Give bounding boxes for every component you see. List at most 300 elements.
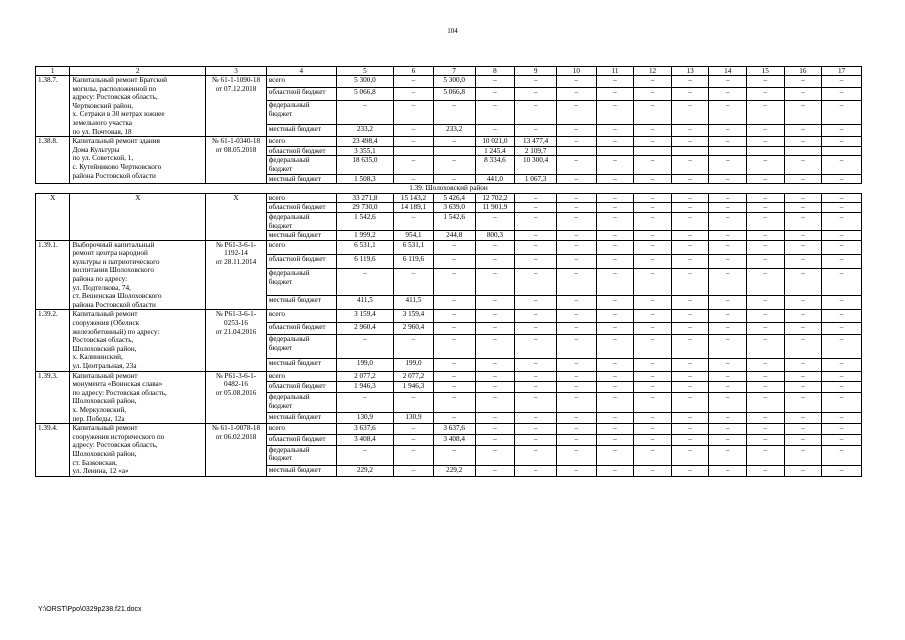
amount-cell xyxy=(557,146,597,156)
amount-cell: – xyxy=(784,137,822,147)
object-name-line: Шолоховский район, xyxy=(72,449,137,458)
funding-source: всего xyxy=(266,76,336,88)
page-number: 104 xyxy=(447,27,458,35)
amount-cell: – xyxy=(822,174,862,184)
amount-cell: – xyxy=(747,322,785,334)
object-name-line: Капитальный ремонт xyxy=(72,310,138,319)
amount-cell: 1 245,4 xyxy=(475,146,515,156)
amount-cell: – xyxy=(596,310,634,322)
object-name-line: района Ростовской области xyxy=(72,300,156,309)
amount-cell: – xyxy=(394,174,434,184)
amount-cell: – xyxy=(634,193,672,203)
amount-cell: – xyxy=(709,424,747,435)
amount-cell: – xyxy=(822,296,862,310)
amount-cell: 1 542,6 xyxy=(433,212,475,230)
amount-cell: – xyxy=(515,393,557,413)
amount-cell: – xyxy=(747,231,785,241)
amount-cell: – xyxy=(822,322,862,334)
amount-cell: – xyxy=(557,156,597,174)
amount-cell: – xyxy=(557,465,597,476)
column-number-header: 12 xyxy=(634,67,672,76)
amount-cell: – xyxy=(433,382,475,393)
funding-source: всего xyxy=(266,310,336,322)
column-number-header: 14 xyxy=(709,67,747,76)
amount-cell: – xyxy=(596,465,634,476)
table-row xyxy=(36,240,862,254)
amount-cell: – xyxy=(394,465,434,476)
amount-cell: – xyxy=(709,445,747,465)
amount-cell: – xyxy=(822,137,862,147)
funding-source: всего xyxy=(266,371,336,382)
amount-cell: – xyxy=(596,240,634,254)
amount-cell: 2 109,7 xyxy=(515,146,557,156)
object-name-line: района по адресу: xyxy=(72,275,128,284)
amount-cell: – xyxy=(634,269,672,296)
object-name-line: железобетонный) по адресу: xyxy=(72,327,160,336)
amount-cell xyxy=(596,146,634,156)
column-number-header: 13 xyxy=(671,67,709,76)
amount-cell: – xyxy=(596,76,634,88)
amount-cell: – xyxy=(596,203,634,213)
amount-cell: – xyxy=(475,124,515,137)
amount-cell: – xyxy=(822,76,862,88)
object-name-line: Чертковский район, xyxy=(72,101,134,110)
amount-cell: – xyxy=(634,322,672,334)
table-row xyxy=(36,310,862,322)
amount-cell: – xyxy=(671,203,709,213)
amount-cell: – xyxy=(433,296,475,310)
amount-cell: – xyxy=(747,413,785,424)
amount-cell: 18 635,0 xyxy=(336,156,393,174)
column-number-header: 17 xyxy=(822,67,862,76)
amount-cell: 130,9 xyxy=(394,413,434,424)
amount-cell: – xyxy=(822,445,862,465)
amount-cell: – xyxy=(596,296,634,310)
expertise-document xyxy=(206,76,267,137)
amount-cell: 5 426,4 xyxy=(433,193,475,203)
amount-cell: – xyxy=(747,465,785,476)
expertise-document-line: № Р61-3-6-1- xyxy=(215,240,257,249)
amount-cell: – xyxy=(596,193,634,203)
table-row xyxy=(36,76,862,88)
amount-cell: – xyxy=(433,254,475,268)
amount-cell: – xyxy=(634,156,672,174)
amount-cell: 29 730,0 xyxy=(336,203,393,213)
amount-cell: – xyxy=(822,240,862,254)
expertise-document xyxy=(206,240,267,310)
amount-cell: – xyxy=(634,465,672,476)
amount-cell: – xyxy=(336,335,393,359)
amount-cell: – xyxy=(596,88,634,100)
amount-cell: – xyxy=(747,124,785,137)
amount-cell: – xyxy=(634,310,672,322)
amount-cell: – xyxy=(671,174,709,184)
amount-cell xyxy=(709,146,747,156)
footer-file-path: Y:\ORST\Ppo\0329p238.f21.docx xyxy=(38,606,142,613)
amount-cell: 10 021,0 xyxy=(475,137,515,147)
amount-cell: – xyxy=(557,434,597,445)
amount-cell: – xyxy=(709,359,747,372)
amount-cell: – xyxy=(784,434,822,445)
amount-cell: – xyxy=(394,156,434,174)
amount-cell: – xyxy=(515,434,557,445)
amount-cell: 6 531,1 xyxy=(394,240,434,254)
amount-cell: 15 143,2 xyxy=(394,193,434,203)
amount-cell: 1 508,3 xyxy=(336,174,393,184)
amount-cell: – xyxy=(709,137,747,147)
amount-cell: – xyxy=(747,100,785,124)
x-mark: Х xyxy=(233,193,239,202)
amount-cell: – xyxy=(515,371,557,382)
object-name-line: х. Меркуловский, xyxy=(72,405,127,414)
amount-cell: – xyxy=(394,100,434,124)
funding-source: областной бюджет xyxy=(266,203,336,213)
expertise-document-line: от 07.12.2018 xyxy=(215,84,257,93)
amount-cell: – xyxy=(784,124,822,137)
amount-cell: – xyxy=(433,269,475,296)
amount-cell: – xyxy=(515,203,557,213)
amount-cell: – xyxy=(709,156,747,174)
amount-cell: – xyxy=(475,269,515,296)
amount-cell: – xyxy=(671,212,709,230)
amount-cell: – xyxy=(596,393,634,413)
amount-cell: 14 189,1 xyxy=(394,203,434,213)
amount-cell: – xyxy=(557,76,597,88)
amount-cell: – xyxy=(634,413,672,424)
amount-cell: – xyxy=(634,124,672,137)
amount-cell: – xyxy=(433,359,475,372)
amount-cell: – xyxy=(709,310,747,322)
amount-cell: – xyxy=(596,322,634,334)
amount-cell: – xyxy=(747,269,785,296)
funding-source: всего xyxy=(266,240,336,254)
amount-cell: – xyxy=(671,413,709,424)
object-name-line: по ул. Почтовая, 18 xyxy=(72,127,132,136)
funding-source: областной бюджет xyxy=(266,146,336,156)
amount-cell: – xyxy=(671,335,709,359)
amount-cell: – xyxy=(433,310,475,322)
amount-cell: 11 901,9 xyxy=(475,203,515,213)
amount-cell: – xyxy=(515,322,557,334)
amount-cell: – xyxy=(671,424,709,435)
amount-cell xyxy=(784,146,822,156)
object-name-line: адресу: Ростовская область, xyxy=(72,93,158,102)
amount-cell: – xyxy=(747,424,785,435)
expertise-document-line: 1192-14 xyxy=(224,249,248,258)
amount-cell: 23 498,4 xyxy=(336,137,393,147)
funding-source: областной бюджет xyxy=(266,254,336,268)
amount-cell: 2 960,4 xyxy=(336,322,393,334)
amount-cell: – xyxy=(671,371,709,382)
amount-cell: 1 542,6 xyxy=(336,212,393,230)
amount-cell: – xyxy=(433,322,475,334)
amount-cell: – xyxy=(671,88,709,100)
amount-cell: – xyxy=(515,335,557,359)
column-number-header: 2 xyxy=(70,67,206,76)
amount-cell: 5 066,8 xyxy=(336,88,393,100)
amount-cell: – xyxy=(596,231,634,241)
amount-cell: – xyxy=(475,445,515,465)
amount-cell: – xyxy=(475,434,515,445)
object-name-line: сооружения исторического по xyxy=(72,432,165,441)
funding-source: областной бюджет xyxy=(266,382,336,393)
amount-cell: – xyxy=(557,269,597,296)
amount-cell: – xyxy=(784,322,822,334)
section-title-row xyxy=(36,184,862,194)
column-number-header: 8 xyxy=(475,67,515,76)
amount-cell: – xyxy=(475,254,515,268)
funding-source: местный бюджет xyxy=(266,231,336,241)
amount-cell: – xyxy=(433,240,475,254)
amount-cell: – xyxy=(671,76,709,88)
expertise-document-line: 0253-16 xyxy=(224,319,248,328)
amount-cell: 1 946,3 xyxy=(394,382,434,393)
amount-cell: – xyxy=(634,254,672,268)
amount-cell: – xyxy=(747,137,785,147)
amount-cell: – xyxy=(515,413,557,424)
amount-cell: – xyxy=(557,371,597,382)
amount-cell: – xyxy=(394,88,434,100)
amount-cell: – xyxy=(671,322,709,334)
amount-cell: 12 702,2 xyxy=(475,193,515,203)
amount-cell: – xyxy=(709,382,747,393)
object-name-line: пер. Победы, 12а xyxy=(72,414,125,423)
amount-cell: – xyxy=(822,393,862,413)
expertise-document-line: № 61-1-1090-18 xyxy=(211,76,261,84)
amount-cell: – xyxy=(634,296,672,310)
amount-cell: – xyxy=(394,434,434,445)
object-name-line: ст. Вешенская Шолоховского xyxy=(72,292,162,301)
amount-cell: – xyxy=(784,465,822,476)
object-name-line: культуры и патриотического xyxy=(72,257,160,266)
budget-table xyxy=(35,66,862,477)
amount-cell: – xyxy=(557,322,597,334)
amount-cell: – xyxy=(515,424,557,435)
amount-cell: – xyxy=(394,393,434,413)
amount-cell: – xyxy=(475,393,515,413)
amount-cell: 8 334,6 xyxy=(475,156,515,174)
amount-cell: – xyxy=(596,212,634,230)
expertise-document-line: № Р61-3-6-1- xyxy=(215,371,257,380)
amount-cell: – xyxy=(475,76,515,88)
amount-cell: – xyxy=(515,382,557,393)
expertise-document-line: № 61-1-0078-18 xyxy=(211,424,261,433)
amount-cell: 411,5 xyxy=(336,296,393,310)
amount-cell: 6 119,6 xyxy=(336,254,393,268)
amount-cell: – xyxy=(747,393,785,413)
amount-cell: – xyxy=(515,193,557,203)
amount-cell: – xyxy=(822,100,862,124)
amount-cell: – xyxy=(596,434,634,445)
row-number: Х xyxy=(36,193,70,240)
column-number-header: 16 xyxy=(784,67,822,76)
amount-cell: – xyxy=(747,174,785,184)
amount-cell: – xyxy=(709,434,747,445)
amount-cell: – xyxy=(822,359,862,372)
amount-cell: – xyxy=(822,193,862,203)
expertise-document xyxy=(206,371,267,424)
object-name-line: по ул. Советской, 1, xyxy=(72,154,134,163)
amount-cell: – xyxy=(822,124,862,137)
object-name-line: Дома Культуры xyxy=(72,145,120,154)
amount-cell: – xyxy=(394,335,434,359)
amount-cell: – xyxy=(747,193,785,203)
expertise-document-line: от 05.08.2016 xyxy=(215,388,257,397)
amount-cell: – xyxy=(747,371,785,382)
amount-cell: 954,1 xyxy=(394,231,434,241)
funding-source: местный бюджет xyxy=(266,465,336,476)
column-number-header: 1 xyxy=(36,67,70,76)
amount-cell: – xyxy=(515,212,557,230)
column-number-header: 10 xyxy=(557,67,597,76)
object-name-line: ул. Центральная, 23а xyxy=(72,362,137,370)
amount-cell: – xyxy=(634,424,672,435)
object-name xyxy=(70,240,206,310)
amount-cell: – xyxy=(475,240,515,254)
expertise-document-line: от 08.05.2018 xyxy=(215,145,257,154)
amount-cell: – xyxy=(671,100,709,124)
amount-cell: – xyxy=(634,203,672,213)
amount-cell: – xyxy=(634,100,672,124)
amount-cell xyxy=(433,146,475,156)
amount-cell: – xyxy=(515,296,557,310)
object-name-line: х. Сетраки в 30 метрах южнее xyxy=(72,110,165,119)
amount-cell: – xyxy=(747,212,785,230)
object-name xyxy=(70,76,206,137)
amount-cell: – xyxy=(747,359,785,372)
amount-cell: – xyxy=(671,193,709,203)
amount-cell: – xyxy=(747,310,785,322)
amount-cell: – xyxy=(709,193,747,203)
amount-cell: – xyxy=(784,231,822,241)
amount-cell: 33 271,8 xyxy=(336,193,393,203)
amount-cell: – xyxy=(336,269,393,296)
amount-cell: – xyxy=(515,100,557,124)
amount-cell: 411,5 xyxy=(394,296,434,310)
amount-cell: – xyxy=(433,413,475,424)
funding-source: всего xyxy=(266,424,336,435)
amount-cell: 2 077,2 xyxy=(394,371,434,382)
amount-cell: – xyxy=(709,212,747,230)
funding-source: всего xyxy=(266,193,336,203)
object-name-line: ст. Базковская, xyxy=(72,458,117,467)
object-name-line: Шолоховский район, xyxy=(72,344,137,353)
object-name-line: Выборочный капитальный xyxy=(72,240,155,249)
amount-cell: – xyxy=(634,76,672,88)
amount-cell: – xyxy=(596,124,634,137)
amount-cell: – xyxy=(671,382,709,393)
amount-cell: – xyxy=(336,100,393,124)
amount-cell: – xyxy=(784,393,822,413)
amount-cell: – xyxy=(747,434,785,445)
amount-cell: – xyxy=(822,335,862,359)
amount-cell: – xyxy=(822,371,862,382)
funding-source: местный бюджет xyxy=(266,296,336,310)
amount-cell: – xyxy=(709,203,747,213)
amount-cell: – xyxy=(394,76,434,88)
amount-cell: 10 300,4 xyxy=(515,156,557,174)
amount-cell: 1 999,2 xyxy=(336,231,393,241)
funding-source: местный бюджет xyxy=(266,359,336,372)
funding-source: местный бюджет xyxy=(266,174,336,184)
column-number-header: 4 xyxy=(266,67,336,76)
amount-cell: – xyxy=(822,231,862,241)
object-name xyxy=(70,371,206,424)
amount-cell: – xyxy=(822,434,862,445)
object-name-line: района Ростовской области xyxy=(72,171,156,180)
funding-source: областной бюджет xyxy=(266,88,336,100)
object-name-line: ул. Ленина, 12 «а» xyxy=(72,467,129,476)
amount-cell: – xyxy=(784,445,822,465)
amount-cell: – xyxy=(557,174,597,184)
amount-cell: – xyxy=(709,76,747,88)
amount-cell: – xyxy=(557,203,597,213)
expertise-document-line: № Р61-3-6-1- xyxy=(215,310,257,319)
header-row xyxy=(36,67,862,76)
amount-cell: – xyxy=(784,203,822,213)
amount-cell: – xyxy=(394,445,434,465)
column-number-header: 5 xyxy=(336,67,393,76)
amount-cell: – xyxy=(709,322,747,334)
amount-cell: – xyxy=(596,156,634,174)
funding-source: местный бюджет xyxy=(266,413,336,424)
amount-cell: – xyxy=(671,240,709,254)
column-number-header: 11 xyxy=(596,67,634,76)
amount-cell: – xyxy=(475,88,515,100)
object-name-line: земельного участка xyxy=(72,118,132,127)
amount-cell: – xyxy=(634,137,672,147)
amount-cell: – xyxy=(784,269,822,296)
amount-cell: – xyxy=(709,465,747,476)
amount-cell: – xyxy=(515,359,557,372)
amount-cell xyxy=(394,146,434,156)
amount-cell: – xyxy=(475,296,515,310)
amount-cell: – xyxy=(475,335,515,359)
amount-cell: – xyxy=(822,88,862,100)
amount-cell: 3 408,4 xyxy=(433,434,475,445)
object-name xyxy=(70,137,206,184)
amount-cell: – xyxy=(671,124,709,137)
object-name-line: Шолоховский район, xyxy=(72,397,137,406)
funding-source: всего xyxy=(266,137,336,147)
amount-cell: – xyxy=(634,393,672,413)
amount-cell: 130,9 xyxy=(336,413,393,424)
funding-source: федеральный бюджет xyxy=(266,445,336,465)
amount-cell: – xyxy=(709,413,747,424)
amount-cell: – xyxy=(709,174,747,184)
expertise-document-line: 0482-16 xyxy=(224,380,248,389)
amount-cell: – xyxy=(596,359,634,372)
amount-cell: – xyxy=(747,76,785,88)
object-name-line: воспитания Шолоховского xyxy=(72,266,154,275)
amount-cell: – xyxy=(747,382,785,393)
amount-cell: – xyxy=(596,137,634,147)
amount-cell: – xyxy=(822,269,862,296)
amount-cell: – xyxy=(433,174,475,184)
amount-cell: – xyxy=(394,424,434,435)
amount-cell: – xyxy=(394,137,434,147)
object-name-line: х. Калининский, xyxy=(72,353,123,362)
amount-cell: – xyxy=(475,371,515,382)
row-number: 1.38.7. xyxy=(36,76,70,137)
amount-cell: – xyxy=(747,296,785,310)
amount-cell: 3 159,4 xyxy=(336,310,393,322)
amount-cell: – xyxy=(709,88,747,100)
amount-cell: 6 531,1 xyxy=(336,240,393,254)
amount-cell: – xyxy=(747,335,785,359)
amount-cell: 3 159,4 xyxy=(394,310,434,322)
amount-cell: – xyxy=(433,137,475,147)
